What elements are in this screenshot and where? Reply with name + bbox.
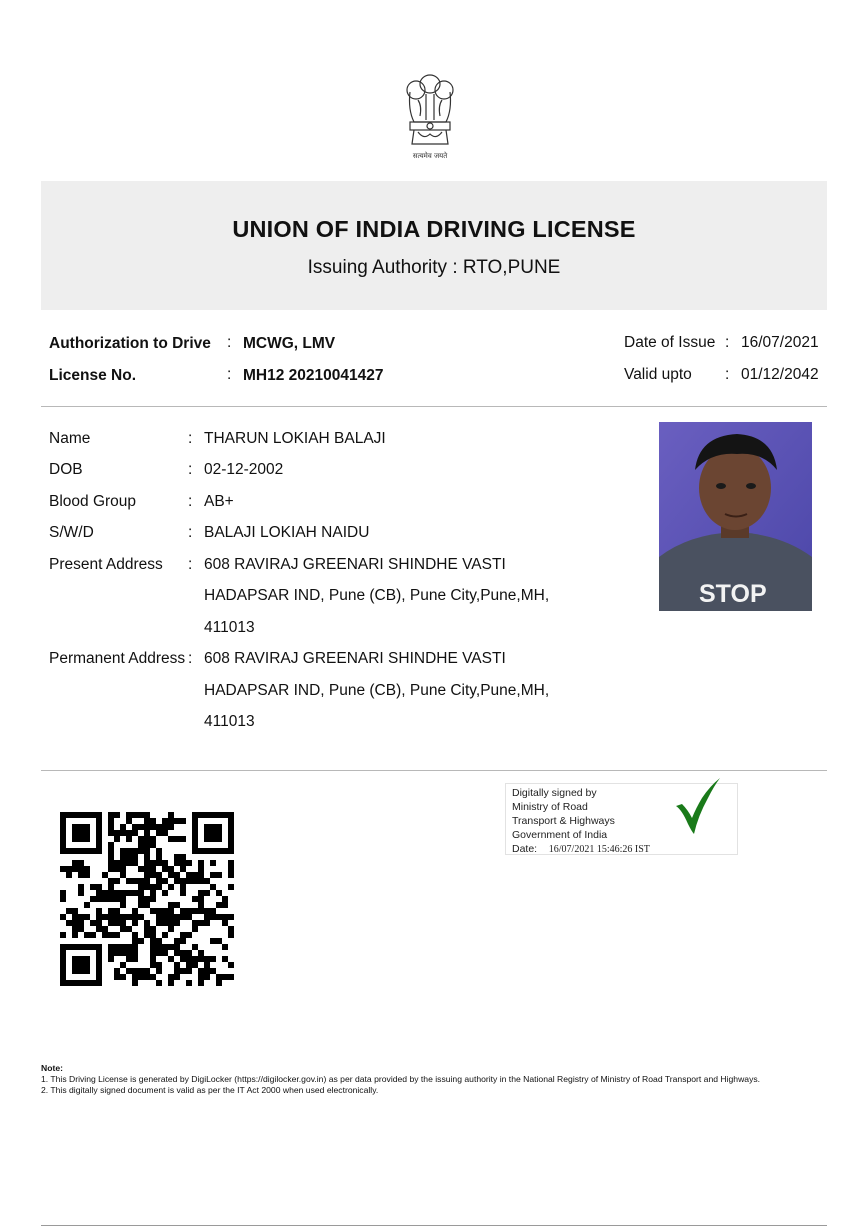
- divider: [41, 770, 827, 771]
- note-line: 2. This digitally signed document is valid as per the IT Act 2000 when used electronically.: [41, 1085, 379, 1095]
- present-address-line: 411013: [204, 619, 255, 636]
- document-title: UNION OF INDIA DRIVING LICENSE: [232, 216, 636, 242]
- signature-date: 16/07/2021 15:46:26 IST: [548, 844, 650, 855]
- date-of-issue-label: Date of Issue: [624, 334, 716, 351]
- checkmark-icon: [674, 776, 722, 836]
- permanent-address-label: Permanent Address: [49, 650, 186, 667]
- permanent-address-line: 411013: [204, 713, 255, 730]
- dob-value: 02-12-2002: [204, 461, 284, 478]
- qr-code: [60, 812, 234, 986]
- present-address-label: Present Address: [49, 556, 163, 573]
- separator: :: [188, 524, 193, 541]
- separator: :: [725, 334, 730, 351]
- license-no-value: MH12 20210041427: [243, 367, 384, 384]
- signature-line: Transport & Highways: [512, 815, 615, 827]
- photo-shirt-text: STOP: [699, 580, 767, 608]
- separator: :: [188, 556, 193, 573]
- license-no-label: License No.: [49, 367, 136, 384]
- valid-upto-label: Valid upto: [624, 366, 692, 383]
- date-of-issue-value: 16/07/2021: [741, 334, 819, 351]
- footnote: [41, 1063, 821, 1096]
- dob-label: DOB: [49, 461, 83, 478]
- separator: :: [188, 430, 193, 447]
- separator: :: [227, 334, 232, 351]
- signature-date-label: Date:: [512, 843, 538, 855]
- separator: :: [227, 366, 232, 383]
- divider: [41, 406, 827, 407]
- present-address-line: HADAPSAR IND, Pune (CB), Pune City,Pune,MH,: [204, 587, 550, 604]
- blood-group-value: AB+: [204, 493, 234, 510]
- authorization-value: MCWG, LMV: [243, 335, 336, 352]
- bottom-divider: [41, 1225, 827, 1226]
- issuing-authority: Issuing Authority : RTO,PUNE: [307, 257, 561, 278]
- name-label: Name: [49, 430, 91, 447]
- emblem-motto: सत्यमेव जयते: [412, 152, 448, 160]
- signature-line: Digitally signed by: [512, 787, 597, 799]
- header-band: [41, 181, 827, 310]
- authorization-label: Authorization to Drive: [49, 335, 211, 352]
- note-line: 1. This Driving License is generated by DigiLocker (https://digilocker.gov.in) as per data provided by the issuing authority in the National Registry of Ministry of Road Transport and Highways.: [41, 1074, 761, 1084]
- swd-value: BALAJI LOKIAH NAIDU: [204, 524, 370, 541]
- digital-signature-box: [505, 783, 738, 855]
- name-value: THARUN LOKIAH BALAJI: [204, 430, 386, 447]
- separator: :: [725, 366, 730, 383]
- signature-line: Government of India: [512, 829, 608, 841]
- national-emblem-icon: [402, 70, 458, 165]
- valid-upto-value: 01/12/2042: [741, 366, 819, 383]
- qr-modules: [60, 812, 234, 986]
- permanent-address-line: HADAPSAR IND, Pune (CB), Pune City,Pune,MH,: [204, 682, 550, 699]
- separator: :: [188, 461, 193, 478]
- present-address-line: 608 RAVIRAJ GREENARI SHINDHE VASTI: [204, 556, 506, 573]
- permanent-address-line: 608 RAVIRAJ GREENARI SHINDHE VASTI: [204, 650, 506, 667]
- signature-line: Ministry of Road: [512, 801, 588, 813]
- blood-group-label: Blood Group: [49, 493, 137, 510]
- separator: :: [188, 650, 193, 667]
- separator: :: [188, 493, 193, 510]
- holder-photo: [659, 422, 812, 611]
- swd-label: S/W/D: [49, 524, 94, 541]
- note-title: Note:: [41, 1063, 63, 1073]
